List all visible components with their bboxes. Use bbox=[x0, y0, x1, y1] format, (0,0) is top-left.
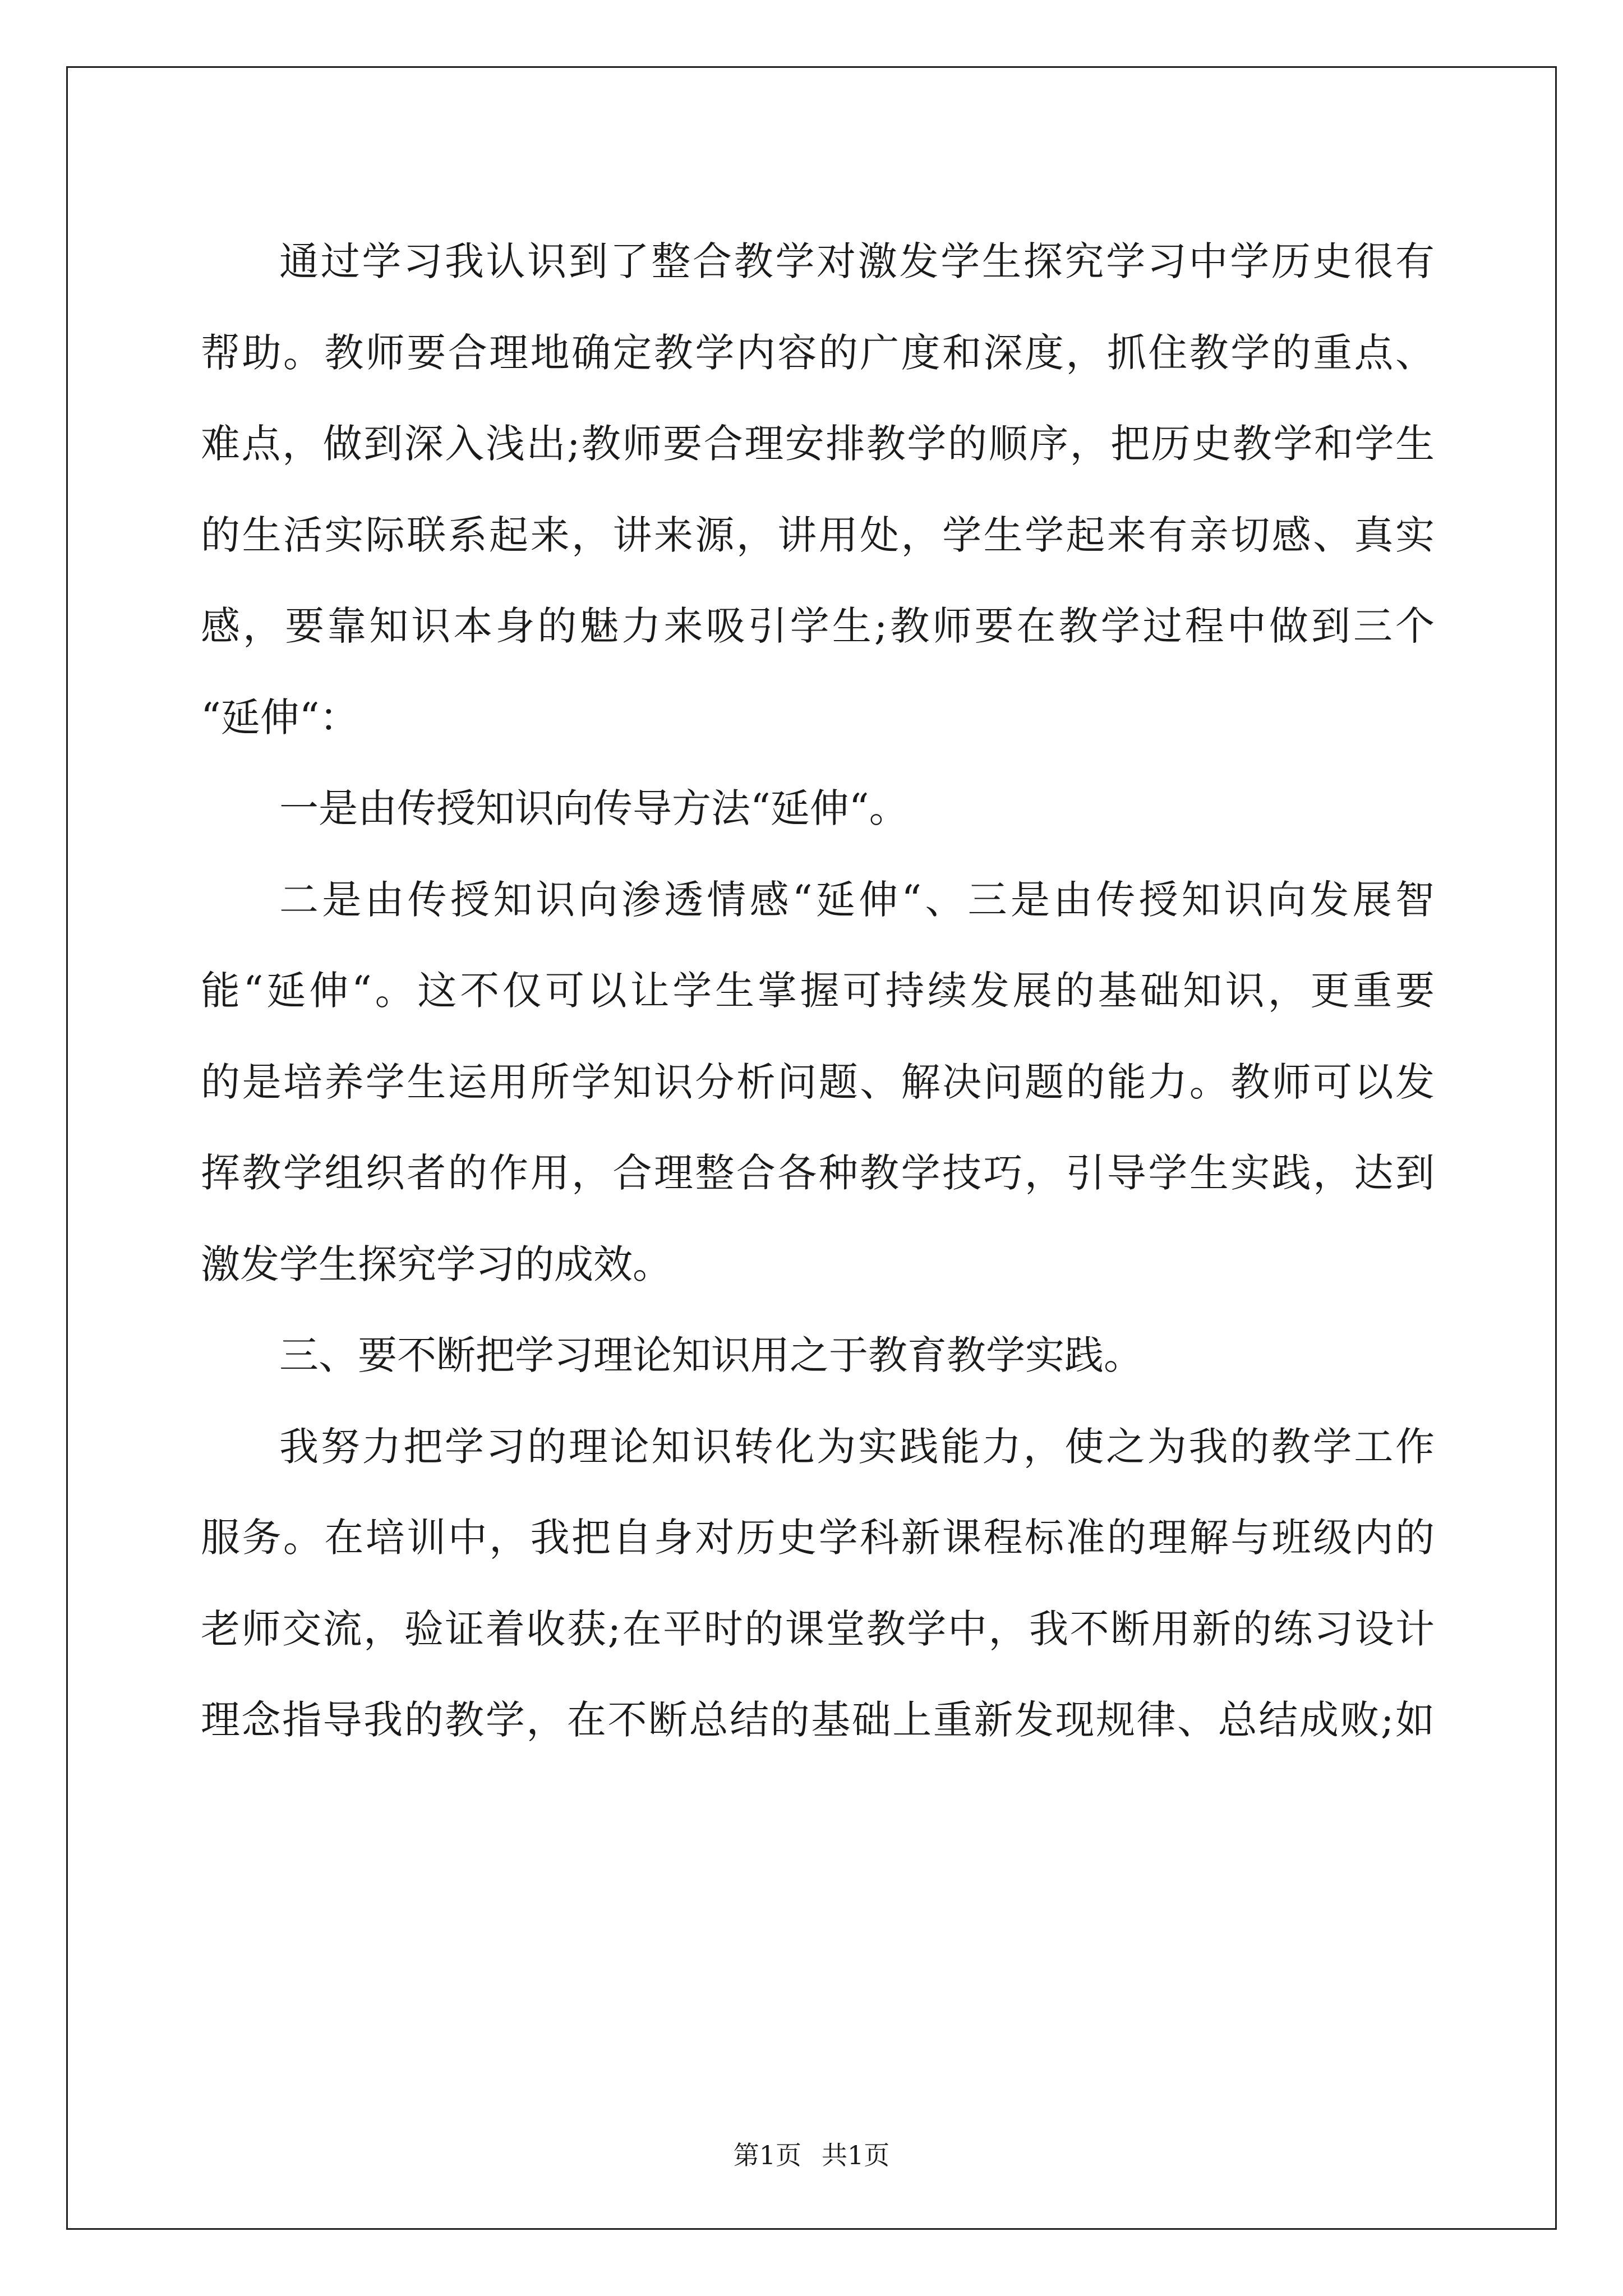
text-line: 我努力把学习的理论知识转化为实践能力，使之为我的教学工作 bbox=[279, 1423, 1435, 1470]
paragraph-2 bbox=[201, 763, 1435, 854]
text-line: “延伸“： bbox=[201, 694, 359, 740]
text-line: 老师交流，验证着收获;在平时的课堂教学中，我不断用新的练习设计 bbox=[201, 1605, 1435, 1652]
text-line: 能“延伸“。这不仅可以让学生掌握可持续发展的基础知识，更重要 bbox=[201, 968, 1435, 1014]
page-footer bbox=[0, 2138, 1623, 2172]
text-line: 三、要不断把学习理论知识用之于教育教学实践。 bbox=[279, 1332, 1143, 1378]
text-line: 二是由传授知识向渗透情感“延伸“、三是由传授知识向发展智 bbox=[279, 876, 1435, 923]
text-line: 挥教学组织者的作用，合理整合各种教学技巧，引导学生实践，达到 bbox=[201, 1150, 1435, 1196]
page-total: 共1页 bbox=[822, 2140, 890, 2170]
text-line: 感，要靠知识本身的魅力来吸引学生;教师要在教学过程中做到三个 bbox=[201, 603, 1435, 649]
text-line: 服务。在培训中，我把自身对历史学科新课程标准的理解与班级内的 bbox=[201, 1515, 1435, 1561]
paragraph-3 bbox=[201, 854, 1435, 1310]
paragraph-4 bbox=[201, 1310, 1435, 1401]
text-line: 帮助。教师要合理地确定教学内容的广度和深度，抓住教学的重点、 bbox=[201, 329, 1435, 376]
text-line: 的是培养学生运用所学知识分析问题、解决问题的能力。教师可以发 bbox=[201, 1059, 1435, 1105]
text-line: 理念指导我的教学，在不断总结的基础上重新发现规律、总结成败;如 bbox=[201, 1697, 1435, 1743]
paragraph-5 bbox=[201, 1401, 1435, 1766]
text-line: 难点，做到深入浅出;教师要合理安排教学的顺序，把历史教学和学生 bbox=[201, 421, 1435, 467]
paragraph-1 bbox=[201, 216, 1435, 763]
text-line: 通过学习我认识到了整合教学对激发学生探究学习中学历史很有 bbox=[279, 238, 1435, 284]
text-line: 一是由传授知识向传导方法“延伸“。 bbox=[279, 785, 909, 831]
page-number: 第1页 bbox=[733, 2140, 801, 2170]
text-line: 激发学生探究学习的成效。 bbox=[201, 1241, 672, 1287]
text-line: 的生活实际联系起来，讲来源，讲用处，学生学起来有亲切感、真实 bbox=[201, 512, 1435, 558]
document-body bbox=[201, 216, 1435, 1766]
